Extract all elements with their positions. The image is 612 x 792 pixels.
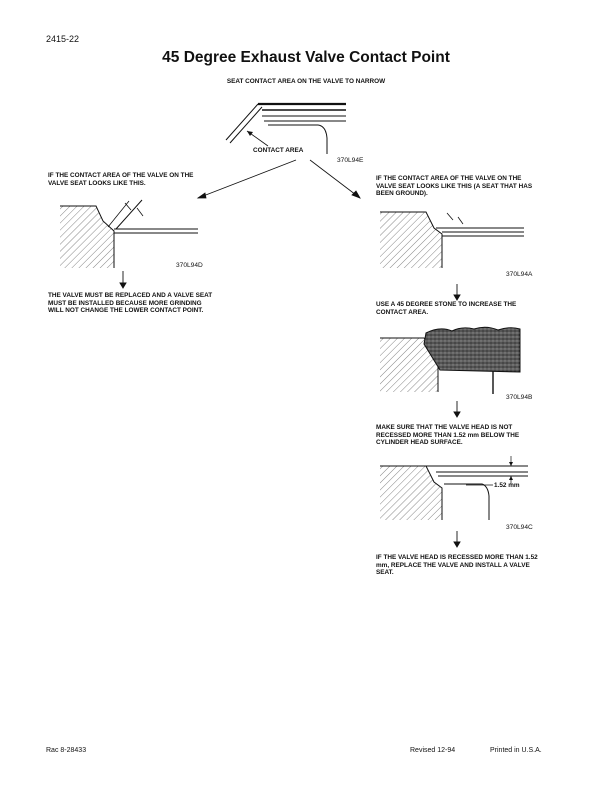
figure-id-370l94b: 370L94B: [506, 394, 533, 401]
figure-id-370l94a: 370L94A: [506, 271, 533, 278]
right-down-arrow-1: [454, 284, 460, 300]
step-1-text: USE A 45 DEGREE STONE TO INCREASE THE CONTACT AREA.: [376, 301, 517, 316]
figure-id-370l94e: 370L94E: [337, 157, 364, 164]
step-3-text: IF THE VALVE HEAD IS RECESSED MORE THAN 1.52 mm, REPLACE THE VALVE AND INSTALL A VALVE SEAT.: [376, 554, 538, 577]
dimension-label: 1.52 mm: [494, 482, 520, 489]
right-down-arrow-2: [454, 401, 460, 417]
contact-area-callout: CONTACT AREA: [253, 147, 304, 154]
left-down-arrow: [120, 271, 126, 288]
footer-revised: Revised 12-94: [410, 747, 456, 754]
top-figure-caption: SEAT CONTACT AREA ON THE VALVE TO NARROW: [226, 78, 386, 85]
footer-doc-number: Rac 8-28433: [46, 747, 87, 754]
left-seat-figure: [60, 200, 198, 268]
footer-printed: Printed in U.S.A.: [490, 747, 542, 754]
left-action-text: THE VALVE MUST BE REPLACED AND A VALVE SEAT MUST BE INSTALLED BECAUSE MORE GRINDING WILL NOT CHANGE THE LOWER CONTACT POINT.: [48, 292, 213, 315]
right-condition-text: IF THE CONTACT AREA OF THE VALVE ON THE VALVE SEAT LOOKS LIKE THIS (A SEAT THAT HAS BEEN GROUND).: [376, 175, 533, 198]
right-down-arrow-3: [454, 531, 460, 547]
left-condition-text: IF THE CONTACT AREA OF THE VALVE ON THE VALVE SEAT LOOKS LIKE THIS.: [48, 172, 194, 187]
figure-id-370l94d: 370L94D: [176, 262, 203, 269]
step-2-text: MAKE SURE THAT THE VALVE HEAD IS NOT RECESSED MORE THAN 1.52 mm BELOW THE CYLINDER HEAD SURFACE.: [376, 424, 520, 447]
page-number: 2415-22: [46, 34, 80, 44]
right-seat-figure-a: [380, 212, 524, 268]
right-stone-figure-b: [380, 327, 520, 394]
page-title: 45 Degree Exhaust Valve Contact Point: [162, 49, 450, 66]
figure-id-370l94c: 370L94C: [506, 524, 533, 531]
branch-arrows: [198, 160, 360, 198]
